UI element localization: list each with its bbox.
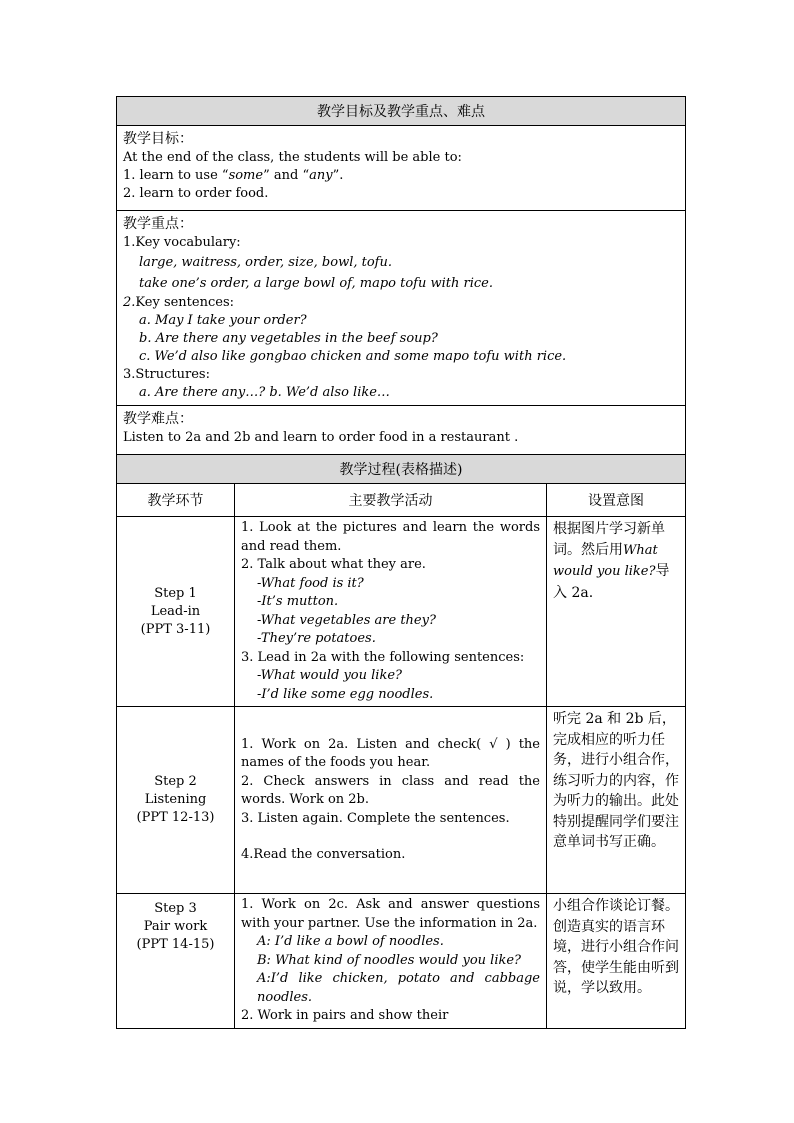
activity-line: -It’s mutton. [257, 594, 339, 609]
step-number: Step 3 [154, 901, 197, 916]
activity-line: 1. Work on 2c. Ask and answer questions with your partner. Use the information in 2a. [241, 897, 540, 931]
activity-cell [235, 517, 547, 707]
activity-line: B: What kind of noodles would you like? [257, 952, 522, 968]
step-ppt: (PPT 14-15) [136, 937, 215, 952]
purpose-cell: 根据图片学习新单词。然后用What would you like?导入 2a. [547, 517, 686, 707]
objective-item-1: 1. learn to use “some” and “any”. [123, 168, 344, 183]
column-header-step: 教学环节 [117, 484, 235, 517]
step-row [117, 707, 686, 894]
activity-line: 1. Work on 2a. Listen and check( √ ) the names of the foods you hear. [241, 736, 540, 770]
structures-line: a. Are there any…? b. We’d also like… [139, 385, 390, 400]
structures-heading: 3.Structures: [123, 367, 210, 382]
vocab-line-1: large, waitress, order, size, bowl, tofu. [139, 255, 392, 270]
key-points-section [117, 211, 686, 406]
step-number: Step 2 [154, 774, 197, 789]
activity-line: 2. Work in pairs and show their [241, 1008, 449, 1023]
activity-line: -They’re potatoes. [257, 631, 376, 646]
vocab-line-2: take one’s order, a large bowl of, mapo tofu with rice. [139, 276, 493, 291]
activity-line: 1. Look at the pictures and learn the words and read them. [241, 520, 540, 554]
activity-line: 3. Listen again. Complete the sentences. [241, 810, 510, 826]
objectives-header [117, 97, 686, 126]
key-points-title: 教学重点： [123, 216, 193, 232]
step-name: Listening [144, 792, 207, 807]
activity-line: -I’d like some egg noodles. [257, 686, 434, 702]
purpose-cell: 听完 2a 和 2b 后，完成相应的听力任务，进行小组合作，练习听力的内容，作为听力的输出。此处特别提醒同学们要注意单词书写正确。 [547, 707, 686, 894]
column-header-activity: 主要教学活动 [235, 484, 547, 517]
activity-cell [235, 707, 547, 894]
process-header-title: 教学过程(表格描述) [339, 462, 463, 478]
sentence-b: b. Are there any vegetables in the beef soup? [139, 331, 438, 346]
step-name: Pair work [143, 919, 208, 934]
difficulty-text: Listen to 2a and 2b and learn to order food in a restaurant . [123, 430, 519, 445]
objectives-title: 教学目标： [123, 131, 193, 147]
activity-line: -What food is it? [257, 575, 364, 591]
activity-line: 2. Talk about what they are. [241, 557, 426, 572]
activity-line: -What would you like? [257, 668, 402, 683]
step-ppt: (PPT 3-11) [140, 621, 211, 637]
activity-cell [235, 894, 547, 1029]
objectives-intro: At the end of the class, the students will be able to: [123, 150, 462, 165]
vocab-heading: 1.Key vocabulary: [123, 235, 241, 250]
activity-line: 2. Check answers in class and read the words. Work on 2b. [241, 773, 540, 807]
step-row [117, 894, 686, 1029]
lesson-plan-table [116, 96, 686, 1029]
objective-item-2: 2. learn to order food. [123, 186, 269, 201]
activity-line: 3. Lead in 2a with the following sentences: [241, 649, 525, 665]
activity-line: 4.Read the conversation. [241, 847, 406, 862]
process-header [117, 455, 686, 484]
step-number: Step 1 [154, 585, 197, 601]
spacer [241, 828, 540, 846]
sentences-heading: 2.Key sentences: [123, 295, 234, 310]
step-label-cell [117, 517, 235, 707]
step-name: Lead-in [150, 603, 201, 619]
step-label-cell [117, 894, 235, 1029]
column-header-purpose: 设置意图 [547, 484, 686, 517]
activity-line: A:I’d like chicken, potato and cabbage noodles. [257, 971, 540, 1005]
objectives-section [117, 126, 686, 211]
sentence-a: a. May I take your order? [139, 313, 307, 328]
sentence-c: c. We’d also like gongbao chicken and some mapo tofu with rice. [139, 349, 567, 364]
difficulty-section [117, 406, 686, 455]
purpose-cell: 小组合作谈论订餐。创造真实的语言环境，进行小组合作问答，使学生能由听到说，学以致用。 [547, 894, 686, 1029]
activity-line: -What vegetables are they? [257, 612, 436, 628]
step-ppt: (PPT 12-13) [136, 810, 215, 825]
activity-line: A: I’d like a bowl of noodles. [257, 934, 444, 949]
objectives-header-title: 教学目标及教学重点、难点 [317, 104, 485, 120]
step-row [117, 517, 686, 707]
difficulty-title: 教学难点： [123, 411, 193, 427]
step-label-cell [117, 707, 235, 894]
